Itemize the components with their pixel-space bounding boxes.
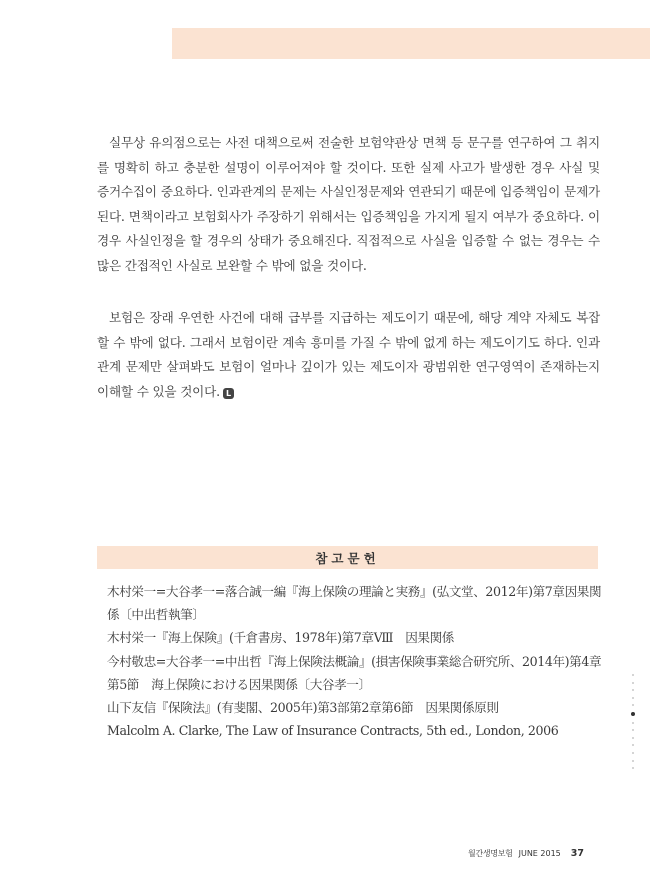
reference-item: Malcolm A. Clarke, The Law of Insurance Contracts, 5th ed., London, 2006 xyxy=(107,723,559,739)
body-paragraph-1 xyxy=(97,131,600,279)
references-header xyxy=(97,546,598,569)
references-title: 참고문헌 xyxy=(315,550,380,566)
progress-dot-icon xyxy=(632,729,634,731)
progress-dot-icon xyxy=(632,704,634,706)
header-accent-band xyxy=(172,28,650,59)
progress-dot-icon xyxy=(632,689,634,691)
progress-dot-icon xyxy=(632,682,634,684)
issue-date: JUNE 2015 xyxy=(518,849,561,858)
body-paragraph-2 xyxy=(97,306,600,404)
progress-dot-icon xyxy=(632,760,634,762)
page-progress-dots xyxy=(630,674,636,775)
progress-dot-icon xyxy=(632,767,634,769)
progress-dot-icon xyxy=(632,744,634,746)
paragraph-text: 실무상 유의점으로는 사전 대책으로써 전술한 보험약관상 면책 등 문구를 연구하여 그 취지를 명확히 하고 충분한 설명이 이루어져야 할 것이다. 또한 실제 사고가 발생한 경우 사실 및 증거수집이 중요하다. 인과관계의 문제는 사실인정문제와 연관되기 때문에 입증책임이 문제가 된다. 면책이라고 보험회사가 주장하기 위해서는 입증책임을 가지게 될지 여부가 중요하다. 이 경우 사실인정을 할 경우의 상태가 중요해진다. 직접적으로 사실을 입증할 수 없는 경우는 수많은 간접적인 사실로 보완할 수 밖에 없을 것이다. xyxy=(97,135,600,273)
references-list xyxy=(97,580,602,742)
paragraph-text xyxy=(97,306,600,404)
progress-dot-icon xyxy=(632,752,634,754)
progress-dot-icon xyxy=(632,674,634,676)
reference-item: 木村栄一『海上保険』(千倉書房、1978年)第7章Ⅷ 因果関係 xyxy=(107,630,454,646)
reference-item: 木村栄一=大谷孝一=落合誠一編『海上保険の理論と実務』(弘文堂、2012年)第7章因果関係〔中出哲執筆〕 xyxy=(107,584,602,623)
article-end-icon: L xyxy=(223,388,234,399)
paragraph-2-text: 보험은 장래 우연한 사건에 대해 급부를 지급하는 제도이기 때문에, 해당 계약 자체도 복잡할 수 밖에 없다. 그래서 보험이란 계속 흥미를 가질 수 밖에 없게 하는 제도이기도 하다. 인과관계 문제만 살펴봐도 보험이 얼마나 깊이가 있는 제도이자 광범위한 연구영역이 존재하는지 이해할 수 있을 것이다. xyxy=(97,310,600,399)
progress-dot-active-icon xyxy=(631,712,635,716)
page-footer xyxy=(468,848,584,859)
reference-item: 山下友信『保険法』(有斐閣、2005年)第3部第2章第6節 因果関係原則 xyxy=(107,700,499,716)
reference-item: 今村敬忠=大谷孝一=中出哲『海上保険法概論』(損害保険事業総合研究所、2014年)第4章第5節 海上保険における因果関係〔大谷孝一〕 xyxy=(107,653,602,692)
publication-name: 월간생명보험 xyxy=(468,849,513,858)
progress-dot-icon xyxy=(632,722,634,724)
progress-dot-icon xyxy=(632,697,634,699)
progress-dot-icon xyxy=(632,737,634,739)
page-number: 37 xyxy=(570,848,584,859)
